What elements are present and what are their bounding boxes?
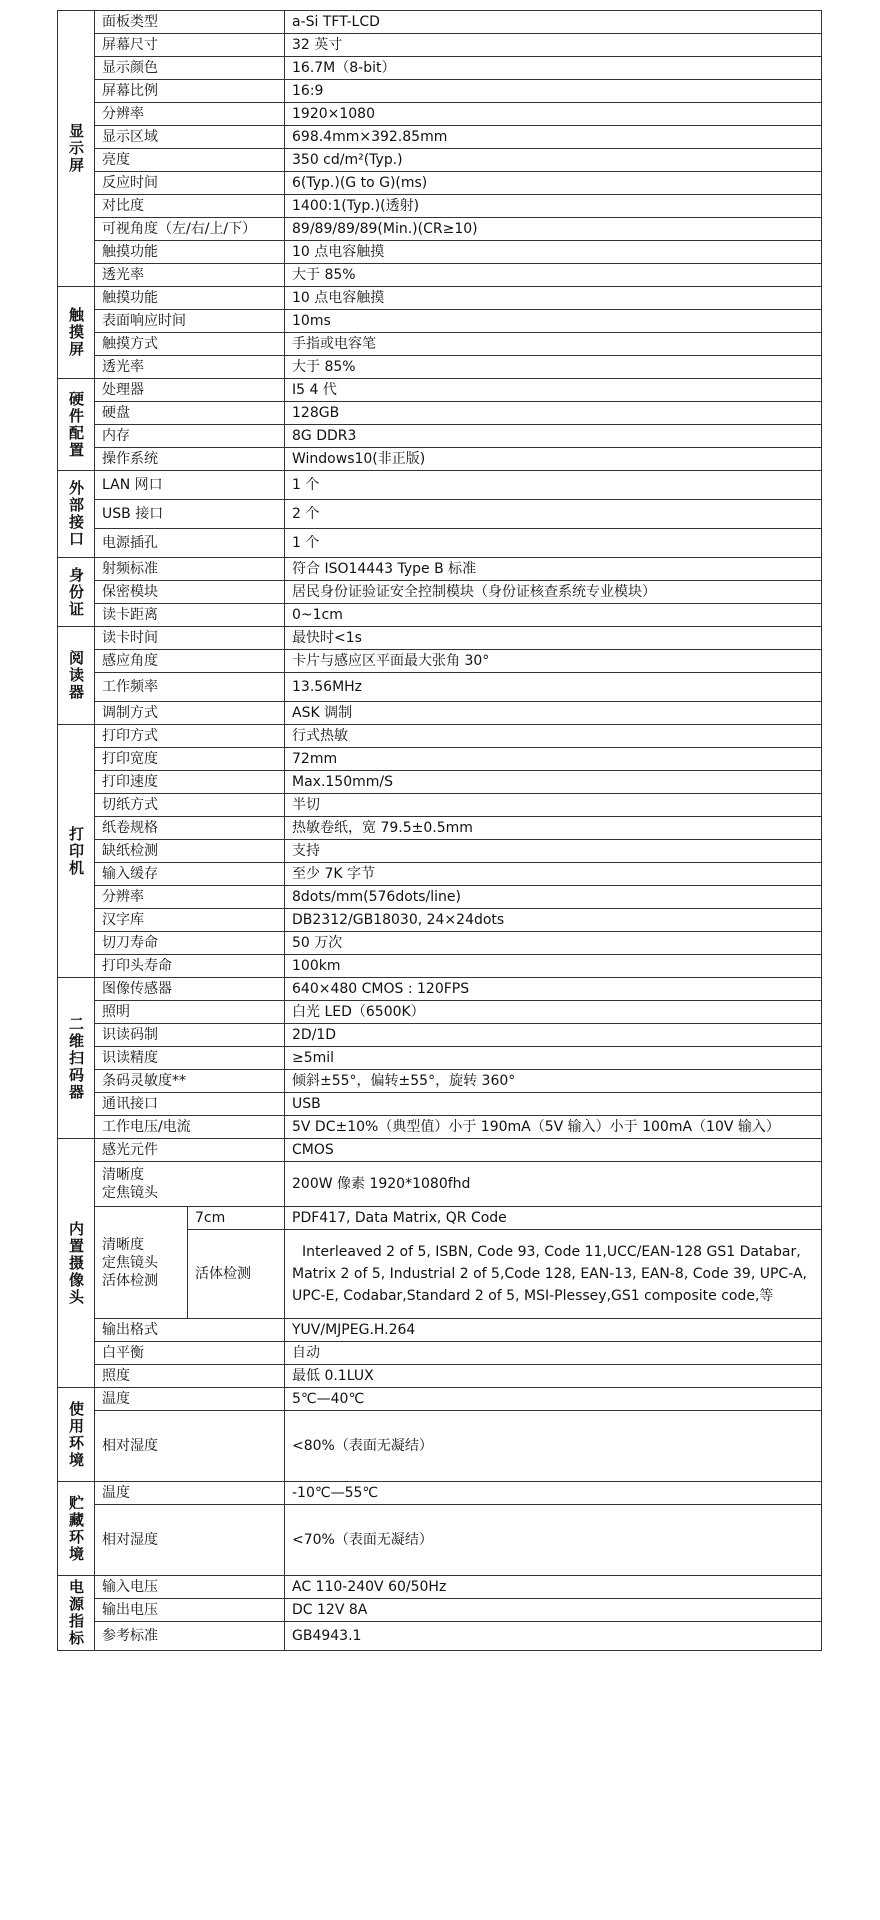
spec-value: 大于 85% [285, 264, 822, 287]
spec-key: 对比度 [95, 195, 285, 218]
spec-row [58, 241, 822, 264]
spec-row [58, 310, 822, 333]
section-label: 身份证 [58, 558, 95, 627]
spec-value: 350 cd/m²(Typ.) [285, 149, 822, 172]
spec-value: 2D/1D [285, 1024, 822, 1047]
spec-key: 输出格式 [95, 1319, 285, 1342]
spec-key: 相对湿度 [95, 1411, 285, 1482]
spec-row [58, 748, 822, 771]
spec-key: 参考标准 [95, 1622, 285, 1651]
spec-subkey: 活体检测 [188, 1230, 285, 1319]
spec-value: DB2312/GB18030, 24×24dots [285, 909, 822, 932]
spec-row [58, 1319, 822, 1342]
spec-value: <80%（表面无凝结） [285, 1411, 822, 1482]
spec-key: 清晰度 定焦镜头 [95, 1162, 285, 1207]
spec-key: 打印宽度 [95, 748, 285, 771]
spec-row [58, 1139, 822, 1162]
spec-row [58, 1116, 822, 1139]
spec-row [58, 149, 822, 172]
spec-value: 89/89/89/89(Min.)(CR≥10) [285, 218, 822, 241]
spec-key: 反应时间 [95, 172, 285, 195]
spec-value: GB4943.1 [285, 1622, 822, 1651]
spec-key: 硬盘 [95, 402, 285, 425]
spec-row [58, 471, 822, 500]
spec-value: 白光 LED（6500K） [285, 1001, 822, 1024]
spec-row [58, 702, 822, 725]
spec-value: <70%（表面无凝结） [285, 1505, 822, 1576]
section-label: 贮藏环境 [58, 1482, 95, 1576]
spec-key: 输入电压 [95, 1576, 285, 1599]
spec-value: AC 110-240V 60/50Hz [285, 1576, 822, 1599]
section-label: 硬件配置 [58, 379, 95, 471]
spec-key: 显示颜色 [95, 57, 285, 80]
spec-value: YUV/MJPEG.H.264 [285, 1319, 822, 1342]
spec-value: Windows10(非正版) [285, 448, 822, 471]
spec-key: 电源插孔 [95, 529, 285, 558]
spec-key: 感应角度 [95, 650, 285, 673]
section-label: 电源指标 [58, 1576, 95, 1651]
spec-row [58, 80, 822, 103]
spec-value: 至少 7K 字节 [285, 863, 822, 886]
spec-value: 50 万次 [285, 932, 822, 955]
spec-value: 5℃—40℃ [285, 1388, 822, 1411]
spec-row [58, 650, 822, 673]
spec-row [58, 448, 822, 471]
spec-key: 触摸功能 [95, 287, 285, 310]
spec-row [58, 1070, 822, 1093]
spec-row [58, 1093, 822, 1116]
spec-key: 切纸方式 [95, 794, 285, 817]
spec-value: 最快时<1s [285, 627, 822, 650]
spec-row [58, 1024, 822, 1047]
spec-key: 处理器 [95, 379, 285, 402]
spec-row [58, 1505, 822, 1576]
spec-key: 分辨率 [95, 103, 285, 126]
spec-key: 操作系统 [95, 448, 285, 471]
spec-value: 16:9 [285, 80, 822, 103]
spec-key: 条码灵敏度** [95, 1070, 285, 1093]
spec-row [58, 863, 822, 886]
spec-value: 13.56MHz [285, 673, 822, 702]
spec-value: 1920×1080 [285, 103, 822, 126]
spec-key: 汉字库 [95, 909, 285, 932]
spec-value: 2 个 [285, 500, 822, 529]
spec-key: 打印速度 [95, 771, 285, 794]
spec-key: 切刀寿命 [95, 932, 285, 955]
spec-value: 200W 像素 1920*1080fhd [285, 1162, 822, 1207]
spec-key: 工作频率 [95, 673, 285, 702]
spec-value: 最低 0.1LUX [285, 1365, 822, 1388]
spec-value: 128GB [285, 402, 822, 425]
spec-value: 640×480 CMOS : 120FPS [285, 978, 822, 1001]
spec-row [58, 558, 822, 581]
spec-value: ≥5mil [285, 1047, 822, 1070]
spec-row [58, 840, 822, 863]
spec-key: USB 接口 [95, 500, 285, 529]
spec-key: 输出电压 [95, 1599, 285, 1622]
spec-value: Interleaved 2 of 5, ISBN, Code 93, Code 11,UCC/EAN-128 GS1 Databar, Matrix 2 of 5, Industrial 2 of 5,Code 128, EAN-13, EAN-8, Code 39, UPC-A, UPC-E, Codabar,Standard 2 of 5, MSI-Plessey,GS1 composite code,等 [285, 1230, 822, 1319]
spec-key: 内存 [95, 425, 285, 448]
spec-key: 射频标准 [95, 558, 285, 581]
spec-key: 触摸方式 [95, 333, 285, 356]
spec-value: 自动 [285, 1342, 822, 1365]
spec-value: DC 12V 8A [285, 1599, 822, 1622]
spec-row [58, 909, 822, 932]
spec-row [58, 57, 822, 80]
spec-row [58, 500, 822, 529]
spec-value: 10 点电容触摸 [285, 287, 822, 310]
spec-row [58, 581, 822, 604]
spec-row [58, 771, 822, 794]
spec-key: 读卡时间 [95, 627, 285, 650]
spec-key: 照度 [95, 1365, 285, 1388]
spec-key: 识读精度 [95, 1047, 285, 1070]
spec-row [58, 1388, 822, 1411]
section-label: 二维扫码器 [58, 978, 95, 1139]
spec-row [58, 287, 822, 310]
spec-row [58, 1411, 822, 1482]
spec-row [58, 218, 822, 241]
spec-row [58, 126, 822, 149]
spec-key: 清晰度 定焦镜头 活体检测 [95, 1207, 188, 1319]
section-label: 阅读器 [58, 627, 95, 725]
spec-value: 1 个 [285, 471, 822, 500]
spec-row [58, 1207, 822, 1230]
spec-row [58, 402, 822, 425]
section-label: 使用环境 [58, 1388, 95, 1482]
spec-key: 透光率 [95, 356, 285, 379]
spec-key: 屏幕比例 [95, 80, 285, 103]
spec-value: 1 个 [285, 529, 822, 558]
spec-key: 纸卷规格 [95, 817, 285, 840]
spec-row [58, 794, 822, 817]
spec-row [58, 172, 822, 195]
spec-row [58, 195, 822, 218]
spec-value: I5 4 代 [285, 379, 822, 402]
section-label: 内置摄像头 [58, 1139, 95, 1388]
spec-value: 5V DC±10%（典型值）小于 190mA（5V 输入）小于 100mA（10V 输入） [285, 1116, 822, 1139]
spec-row [58, 1162, 822, 1207]
spec-row [58, 11, 822, 34]
section-label: 打印机 [58, 725, 95, 978]
spec-key: 屏幕尺寸 [95, 34, 285, 57]
spec-key: 透光率 [95, 264, 285, 287]
spec-value: -10℃—55℃ [285, 1482, 822, 1505]
spec-row [58, 379, 822, 402]
spec-table-body [58, 11, 822, 1651]
spec-value: 16.7M（8-bit） [285, 57, 822, 80]
spec-row [58, 817, 822, 840]
spec-value: 手指或电容笔 [285, 333, 822, 356]
spec-row [58, 886, 822, 909]
spec-row [58, 264, 822, 287]
spec-key: 触摸功能 [95, 241, 285, 264]
spec-row [58, 34, 822, 57]
spec-value: PDF417, Data Matrix, QR Code [285, 1207, 822, 1230]
spec-key: LAN 网口 [95, 471, 285, 500]
spec-key: 温度 [95, 1388, 285, 1411]
spec-key: 识读码制 [95, 1024, 285, 1047]
spec-key: 分辨率 [95, 886, 285, 909]
spec-value: 72mm [285, 748, 822, 771]
spec-value: 居民身份证验证安全控制模块（身份证核查系统专业模块） [285, 581, 822, 604]
spec-key: 工作电压/电流 [95, 1116, 285, 1139]
spec-key: 通讯接口 [95, 1093, 285, 1116]
spec-value: 大于 85% [285, 356, 822, 379]
spec-row [58, 1001, 822, 1024]
spec-row [58, 1047, 822, 1070]
section-label: 外部接口 [58, 471, 95, 558]
spec-table [57, 10, 822, 1651]
spec-value: 符合 ISO14443 Type B 标准 [285, 558, 822, 581]
spec-value: 100km [285, 955, 822, 978]
spec-key: 面板类型 [95, 11, 285, 34]
spec-value: a-Si TFT-LCD [285, 11, 822, 34]
spec-row [58, 1482, 822, 1505]
spec-key: 保密模块 [95, 581, 285, 604]
spec-row [58, 529, 822, 558]
spec-key: 可视角度（左/右/上/下） [95, 218, 285, 241]
spec-key: 亮度 [95, 149, 285, 172]
spec-value: 8dots/mm(576dots/line) [285, 886, 822, 909]
spec-key: 照明 [95, 1001, 285, 1024]
spec-row [58, 1622, 822, 1651]
spec-row [58, 955, 822, 978]
spec-key: 打印头寿命 [95, 955, 285, 978]
spec-value: 0~1cm [285, 604, 822, 627]
spec-key: 温度 [95, 1482, 285, 1505]
spec-value: 6(Typ.)(G to G)(ms) [285, 172, 822, 195]
spec-subkey: 7cm [188, 1207, 285, 1230]
spec-row [58, 725, 822, 748]
spec-row [58, 673, 822, 702]
spec-value: 卡片与感应区平面最大张角 30° [285, 650, 822, 673]
spec-key: 图像传感器 [95, 978, 285, 1001]
spec-value: 支持 [285, 840, 822, 863]
spec-row [58, 103, 822, 126]
section-label: 触摸屏 [58, 287, 95, 379]
spec-value: Max.150mm/S [285, 771, 822, 794]
spec-row [58, 604, 822, 627]
spec-key: 打印方式 [95, 725, 285, 748]
spec-value: 10ms [285, 310, 822, 333]
spec-value: 热敏卷纸，宽 79.5±0.5mm [285, 817, 822, 840]
spec-value: 10 点电容触摸 [285, 241, 822, 264]
spec-key: 输入缓存 [95, 863, 285, 886]
spec-key: 感光元件 [95, 1139, 285, 1162]
spec-value: USB [285, 1093, 822, 1116]
spec-row [58, 932, 822, 955]
spec-value: 行式热敏 [285, 725, 822, 748]
spec-row [58, 356, 822, 379]
spec-value: 32 英寸 [285, 34, 822, 57]
spec-row [58, 1342, 822, 1365]
spec-key: 白平衡 [95, 1342, 285, 1365]
spec-row [58, 1576, 822, 1599]
spec-value: 8G DDR3 [285, 425, 822, 448]
spec-key: 相对湿度 [95, 1505, 285, 1576]
spec-value: 1400:1(Typ.)(透射) [285, 195, 822, 218]
section-label: 显示屏 [58, 11, 95, 287]
spec-row [58, 627, 822, 650]
spec-value: ASK 调制 [285, 702, 822, 725]
spec-value: 698.4mm×392.85mm [285, 126, 822, 149]
spec-row [58, 425, 822, 448]
spec-row [58, 333, 822, 356]
spec-row [58, 978, 822, 1001]
spec-key: 缺纸检测 [95, 840, 285, 863]
spec-value: 半切 [285, 794, 822, 817]
spec-row [58, 1365, 822, 1388]
spec-value: CMOS [285, 1139, 822, 1162]
spec-key: 显示区域 [95, 126, 285, 149]
spec-key: 读卡距离 [95, 604, 285, 627]
spec-key: 调制方式 [95, 702, 285, 725]
spec-row [58, 1599, 822, 1622]
spec-key: 表面响应时间 [95, 310, 285, 333]
spec-value: 倾斜±55°，偏转±55°，旋转 360° [285, 1070, 822, 1093]
